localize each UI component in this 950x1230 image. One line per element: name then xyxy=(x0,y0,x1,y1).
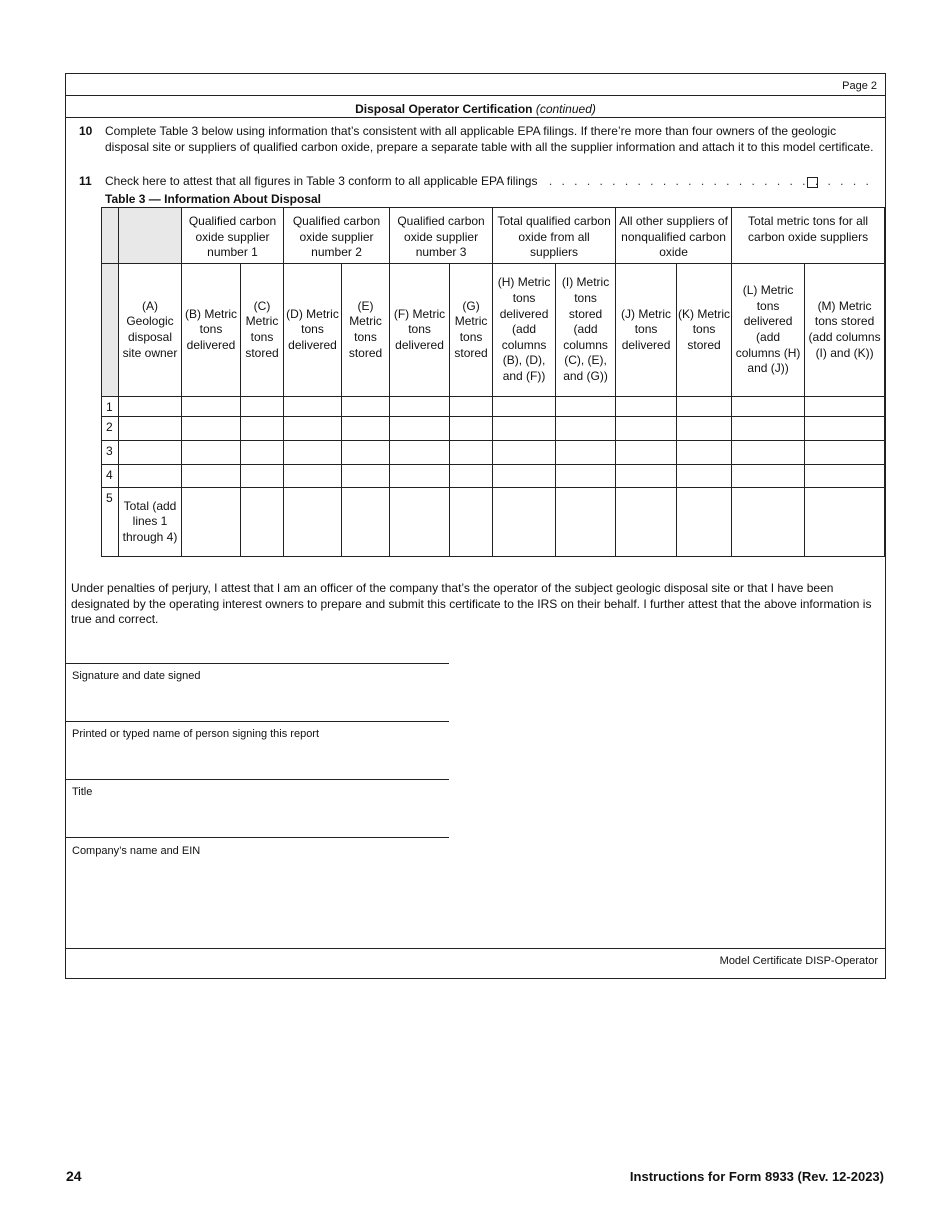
attestation-text: Under penalties of perjury, I attest that I am an officer of the company that’s the operator of the subject geologic disposal site or that I have been designated by the operating interest owners to prepare and submit this certificate to the IRS on their behalf. I further attest that the above information is true and correct. xyxy=(71,581,872,626)
signature-line xyxy=(66,779,449,780)
table-cell[interactable] xyxy=(450,465,493,488)
table-cell[interactable] xyxy=(284,417,342,441)
column-header: (J) Metric tons delivered xyxy=(616,264,677,397)
table-cell[interactable] xyxy=(556,417,616,441)
column-header: (F) Metric tons delivered xyxy=(390,264,450,397)
table-cell[interactable] xyxy=(390,488,450,557)
signature-line xyxy=(66,721,449,722)
table-cell[interactable] xyxy=(241,488,284,557)
table-cell[interactable] xyxy=(556,488,616,557)
row-label-cell[interactable] xyxy=(119,397,182,417)
row-number: 5 xyxy=(102,488,119,557)
disposal-table xyxy=(101,207,885,557)
table-cell[interactable] xyxy=(556,397,616,417)
table-cell[interactable] xyxy=(284,441,342,465)
table-cell[interactable] xyxy=(805,488,885,557)
certificate-label: Model Certificate DISP-Operator xyxy=(719,955,878,967)
row-number: 3 xyxy=(102,441,119,465)
column-header: (D) Metric tons delivered xyxy=(284,264,342,397)
column-header: (A) Geologic disposal site owner xyxy=(119,264,182,397)
signature-line xyxy=(66,663,449,664)
table-cell[interactable] xyxy=(284,488,342,557)
table-cell[interactable] xyxy=(677,488,732,557)
table-cell[interactable] xyxy=(182,488,241,557)
table-cell[interactable] xyxy=(182,417,241,441)
signature-field[interactable] xyxy=(66,685,448,720)
table-cell[interactable] xyxy=(390,465,450,488)
section-title-suffix: (continued) xyxy=(535,102,596,116)
table-cell[interactable] xyxy=(493,488,556,557)
printed-name-field[interactable] xyxy=(66,743,448,778)
table-row xyxy=(102,417,885,441)
table-cell[interactable] xyxy=(182,465,241,488)
corner-cell xyxy=(119,208,182,264)
column-header: (E) Metric tons stored xyxy=(342,264,390,397)
row-label-cell[interactable] xyxy=(119,441,182,465)
section-title xyxy=(66,102,885,116)
table-cell[interactable] xyxy=(616,488,677,557)
table-cell[interactable] xyxy=(805,397,885,417)
table-row xyxy=(102,488,885,557)
group-header: Qualified carbon oxide supplier number 1 xyxy=(182,208,284,264)
column-header: (K) Metric tons stored xyxy=(677,264,732,397)
table-row xyxy=(102,441,885,465)
row-label-cell: Total (add lines 1 through 4) xyxy=(119,488,182,557)
table-cell[interactable] xyxy=(182,441,241,465)
title-field-label: Title xyxy=(72,786,93,798)
signature-field-label: Signature and date signed xyxy=(72,670,201,682)
item-number: 11 xyxy=(79,174,92,188)
table-cell[interactable] xyxy=(342,465,390,488)
column-header: (H) Metric tons delivered (add columns (B), (D), and (F)) xyxy=(493,264,556,397)
table-cell[interactable] xyxy=(616,465,677,488)
table-cell[interactable] xyxy=(805,417,885,441)
table-cell[interactable] xyxy=(493,397,556,417)
row-number: 4 xyxy=(102,465,119,488)
table-cell[interactable] xyxy=(732,397,805,417)
row-label-cell[interactable] xyxy=(119,417,182,441)
form-title: Instructions for Form 8933 (Rev. 12-2023) xyxy=(629,1169,884,1184)
item-10 xyxy=(79,124,875,155)
table-cell[interactable] xyxy=(732,488,805,557)
column-header: (M) Metric tons stored (add columns (I) and (K)) xyxy=(805,264,885,397)
table-cell[interactable] xyxy=(241,417,284,441)
table-cell[interactable] xyxy=(284,397,342,417)
company-field-label: Company’s name and EIN xyxy=(72,845,201,857)
item-text: Complete Table 3 below using information that’s consistent with all applicable EPA filings. If there’re more than four owners of the geologic disposal site or suppliers of qualified carbon oxide, prepare a separate table with all the supplier information and attach it to this model certificate. xyxy=(105,124,874,154)
table-cell[interactable] xyxy=(732,465,805,488)
group-header: Total metric tons for all carbon oxide suppliers xyxy=(732,208,885,264)
row-number: 1 xyxy=(102,397,119,417)
table-cell[interactable] xyxy=(493,417,556,441)
divider xyxy=(66,95,885,96)
company-field[interactable] xyxy=(66,860,883,945)
table-cell[interactable] xyxy=(241,397,284,417)
table-cell[interactable] xyxy=(450,488,493,557)
table-column-header-row xyxy=(102,264,885,397)
table-cell[interactable] xyxy=(732,441,805,465)
column-header: (C) Metric tons stored xyxy=(241,264,284,397)
table-cell[interactable] xyxy=(450,441,493,465)
table-cell[interactable] xyxy=(616,417,677,441)
page-number: 24 xyxy=(66,1168,82,1184)
page-label: Page 2 xyxy=(842,80,877,92)
table-cell[interactable] xyxy=(284,465,342,488)
table-cell[interactable] xyxy=(241,465,284,488)
table-cell[interactable] xyxy=(390,397,450,417)
printed-name-field-label: Printed or typed name of person signing this report xyxy=(72,728,320,740)
divider xyxy=(66,948,885,949)
column-header: (G) Metric tons stored xyxy=(450,264,493,397)
table-cell[interactable] xyxy=(556,441,616,465)
table-cell[interactable] xyxy=(342,441,390,465)
row-label-cell[interactable] xyxy=(119,465,182,488)
table-cell[interactable] xyxy=(390,417,450,441)
group-header: Qualified carbon oxide supplier number 3 xyxy=(390,208,493,264)
table-row xyxy=(102,397,885,417)
table-cell[interactable] xyxy=(616,397,677,417)
table-cell[interactable] xyxy=(677,417,732,441)
table-title: Table 3 — Information About Disposal xyxy=(105,192,322,206)
title-field[interactable] xyxy=(66,801,448,836)
column-header: (L) Metric tons delivered (add columns (H) and (J)) xyxy=(732,264,805,397)
table-cell[interactable] xyxy=(616,441,677,465)
table-cell[interactable] xyxy=(805,441,885,465)
table-cell[interactable] xyxy=(677,441,732,465)
table-cell[interactable] xyxy=(342,397,390,417)
column-header: (I) Metric tons stored (add columns (C), (E), and (G)) xyxy=(556,264,616,397)
table-cell[interactable] xyxy=(182,397,241,417)
row-number: 2 xyxy=(102,417,119,441)
section-title-text: Disposal Operator Certification xyxy=(355,102,533,116)
table-cell[interactable] xyxy=(342,488,390,557)
corner-cell xyxy=(102,264,119,397)
table-cell[interactable] xyxy=(677,397,732,417)
item-number: 10 xyxy=(79,124,93,138)
item-11 xyxy=(79,174,875,190)
group-header: All other suppliers of nonqualified carbon oxide xyxy=(616,208,732,264)
table-cell[interactable] xyxy=(450,417,493,441)
table-row xyxy=(102,465,885,488)
table-cell[interactable] xyxy=(677,465,732,488)
table-cell[interactable] xyxy=(450,397,493,417)
group-header: Qualified carbon oxide supplier number 2 xyxy=(284,208,390,264)
table-cell[interactable] xyxy=(732,417,805,441)
table-group-header-row xyxy=(102,208,885,264)
table-cell[interactable] xyxy=(556,465,616,488)
table-cell[interactable] xyxy=(805,465,885,488)
table-cell[interactable] xyxy=(493,441,556,465)
signature-line xyxy=(66,837,449,838)
table-cell[interactable] xyxy=(241,441,284,465)
divider xyxy=(66,117,885,118)
table-cell[interactable] xyxy=(493,465,556,488)
group-header: Total qualified carbon oxide from all suppliers xyxy=(493,208,616,264)
table-cell[interactable] xyxy=(342,417,390,441)
corner-cell xyxy=(102,208,119,264)
table-cell[interactable] xyxy=(390,441,450,465)
item-text: Check here to attest that all figures in Table 3 conform to all applicable EPA filings xyxy=(105,174,538,188)
attest-checkbox[interactable] xyxy=(807,177,818,188)
column-header: (B) Metric tons delivered xyxy=(182,264,241,397)
leader-dots: . . . . . . . . . . . . . . . . . . . . . . . . . . xyxy=(548,174,872,188)
